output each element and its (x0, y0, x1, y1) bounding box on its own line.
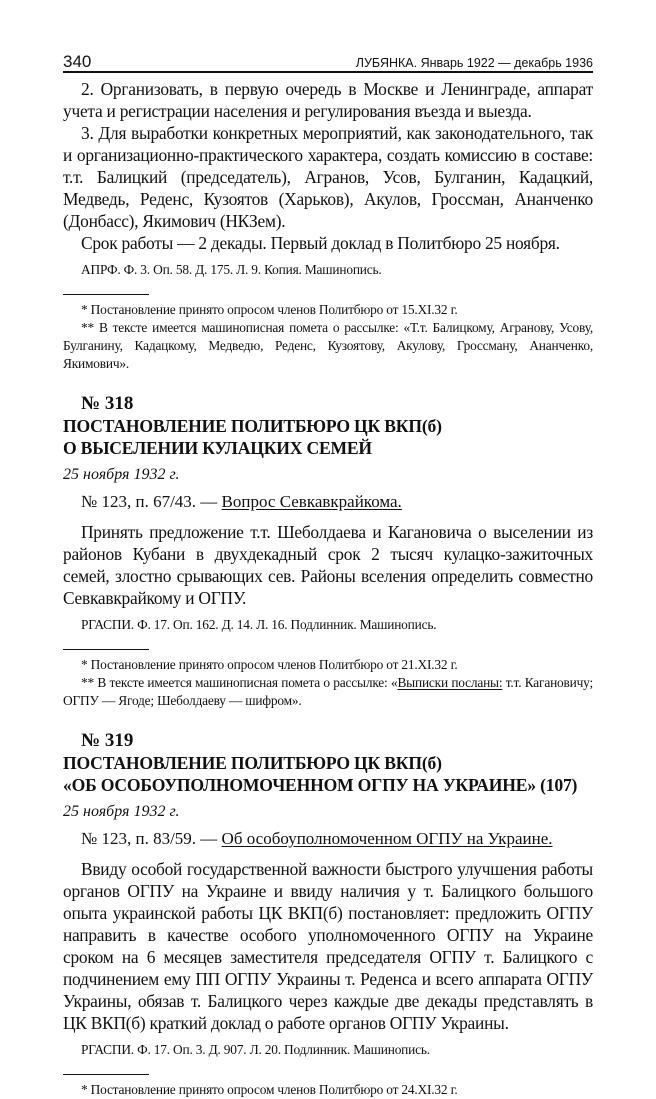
document-number: № 318 (81, 393, 134, 414)
footnotes (63, 1081, 593, 1099)
footnotes (63, 656, 593, 710)
page-number: 340 (63, 52, 92, 71)
protocol-subject: Вопрос Севкавкрайкома. (221, 492, 402, 511)
running-title: ЛУБЯНКА. Январь 1922 — декабрь 1936 (355, 56, 593, 70)
footnote (63, 674, 593, 710)
footnote-divider (63, 1074, 149, 1075)
footnote-underlined-text: Выписки посланы: (397, 675, 503, 690)
protocol-reference (81, 491, 593, 513)
document-319 (63, 730, 593, 1099)
footnote-divider (63, 649, 149, 650)
archival-source: РГАСПИ. Ф. 17. Оп. 3. Д. 907. Л. 20. Подлинник. Машинопись. (81, 1042, 430, 1057)
document-date: 25 ноября 1932 г. (63, 466, 180, 483)
footnote: * Постановление принято опросом членов Политбюро от 24.XI.32 г. (81, 1082, 458, 1097)
running-head (63, 50, 593, 73)
paragraph: 2. Организовать, в первую очередь в Москве и Ленинграде, аппарат учета и регистрации населения и регулирования въезда и выезда. (63, 79, 593, 121)
document-title-line: ПОСТАНОВЛЕНИЕ ПОЛИТБЮРО ЦК ВКП(б) (63, 416, 442, 436)
footnote-text: т.т. Кагановичу; ОГПУ — Ягоде; Шеболдаеву — шифром». (63, 675, 594, 708)
footnotes (63, 301, 593, 373)
document-body: Принять предложение т.т. Шеболдаева и Кагановича о выселении из районов Кубани в двухдекадный срок 2 тысяч кулацко-зажиточных семей, злостно срывающих сев. Районы вселения определить совместно Севкавкрайкому и ОГПУ. (63, 522, 593, 608)
protocol-subject: Об особоуполномоченном ОГПУ на Украине. (221, 829, 553, 848)
protocol-number: № 123, п. 67/43. — (81, 492, 222, 511)
footnote: * Постановление принято опросом членов Политбюро от 21.XI.32 г. (81, 657, 458, 672)
footnote-divider (63, 294, 149, 295)
document-title-line: «ОБ ОСОБОУПОЛНОМОЧЕННОМ ОГПУ НА УКРАИНЕ» (107) (63, 775, 578, 795)
book-page (63, 50, 593, 1099)
document-number: № 319 (81, 730, 134, 751)
paragraph: 3. Для выработки конкретных мероприятий, как законодательного, так и организационно-практического характера, создать комиссию в составе: т.т. Балицкий (председатель), Агранов, Усов, Булганин, Кадацкий, Медведь, Реденс, Кузоятов (Харьков), Акулов, Гроссман, Ананченко (Донбасс), Якимович (НКЗем). (63, 123, 593, 231)
archival-source: РГАСПИ. Ф. 17. Оп. 162. Д. 14. Л. 16. Подлинник. Машинопись. (81, 617, 437, 632)
protocol-number: № 123, п. 83/59. — (81, 829, 222, 848)
paragraph: Срок работы — 2 декады. Первый доклад в Политбюро 25 ноября. (81, 233, 560, 253)
document-date: 25 ноября 1932 г. (63, 803, 180, 820)
document-title-line: ПОСТАНОВЛЕНИЕ ПОЛИТБЮРО ЦК ВКП(б) (63, 753, 442, 773)
archival-source: АПРФ. Ф. 3. Оп. 58. Д. 175. Л. 9. Копия. Машинопись. (81, 262, 382, 277)
document-title-line: О ВЫСЕЛЕНИИ КУЛАЦКИХ СЕМЕЙ (63, 438, 372, 458)
footnote: ** В тексте имеется машинописная помета о рассылке: «Т.т. Балицкому, Агранову, Усову, Булганину, Кадацкому, Медведю, Реденс, Кузоятову, Акулову, Гроссману, Ананченко, Якимович». (63, 320, 593, 371)
footnote: * Постановление принято опросом членов Политбюро от 15.XI.32 г. (81, 302, 458, 317)
protocol-reference (81, 828, 593, 850)
footnote-text: ** В тексте имеется машинописная помета о рассылке: « (81, 675, 398, 690)
continued-document-body (63, 78, 593, 254)
document-body: Ввиду особой государственной важности быстрого улучшения работы органов ОГПУ на Украине и ввиду наличия у т. Балицкого большого опыта украинской работы ЦК ВКП(б) постановляет: предложить ОГПУ направить в качестве особого уполномоченного ОГПУ на Украине сроком на 6 месяцев заместителя председателя ОГПУ т. Балицкого с подчинением ему ПП ОГПУ Украины т. Реденса и всего аппарата ОГПУ Украины, обязав т. Балицкого через каждые две декады представлять в ЦК ВКП(б) краткий доклад о работе органов ОГПУ Украины. (63, 859, 593, 1033)
document-318 (63, 393, 593, 710)
